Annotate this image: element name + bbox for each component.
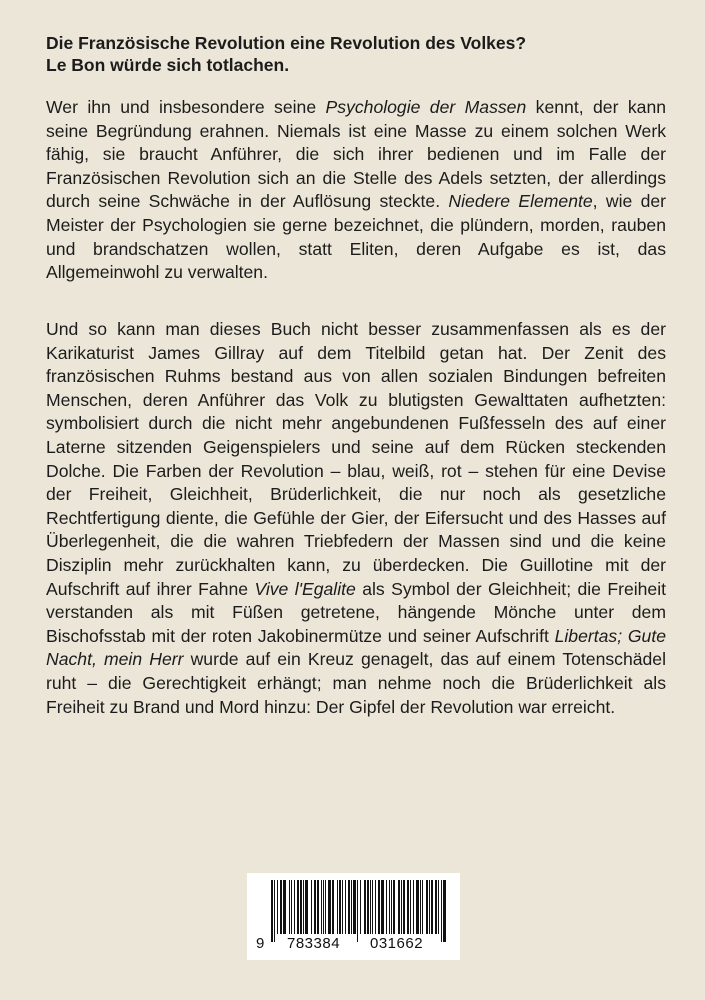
barcode-bar: [431, 880, 433, 934]
barcode-bar: [325, 880, 326, 934]
barcode-bars: [247, 873, 460, 960]
paragraph-2-text-e: wurde auf ein Kreuz genagelt, das auf einem Totenschädel ruht – die Gerechtigkeit erhängt; man nehme noch die Brüderlichkeit als Freiheit zu Brand und Mord hinzu: Der Gipfel der Revolution war erreicht.: [46, 649, 667, 717]
barcode-bar: [357, 880, 358, 942]
barcode-bar: [370, 880, 371, 934]
barcode-bar: [420, 880, 421, 934]
barcode-first-digit: 9: [256, 935, 265, 952]
barcode-bar: [416, 880, 419, 934]
barcode-bar: [367, 880, 369, 934]
barcode-bar: [386, 880, 387, 934]
heading-line-2: Le Bon würde sich totlachen.: [46, 55, 290, 75]
barcode-bar: [375, 880, 376, 934]
barcode-bar: [353, 880, 356, 934]
paragraph-1-text-a: Wer ihn und insbesondere seine: [46, 97, 326, 117]
barcode-bar: [283, 880, 286, 934]
barcode-bar: [401, 880, 402, 934]
barcode-bar: [422, 880, 423, 934]
barcode-bar: [389, 880, 390, 934]
isbn-barcode: [247, 873, 460, 960]
barcode-bar: [364, 880, 366, 934]
barcode-bar: [393, 880, 395, 934]
barcode-bar: [303, 880, 304, 934]
barcode-bar: [339, 880, 341, 934]
paragraph-2: [46, 318, 666, 719]
barcode-bar: [372, 880, 373, 934]
barcode-bar: [348, 880, 350, 934]
inscription-libertas: Libertas; Gute Nacht, mein Herr: [46, 625, 666, 670]
barcode-bar: [351, 880, 352, 934]
barcode-bar: [323, 880, 324, 934]
barcode-bar: [280, 880, 282, 934]
barcode-bar: [289, 880, 290, 934]
barcode-bar: [300, 880, 302, 934]
barcode-right-digits: 031662: [370, 935, 424, 952]
book-title-psychologie-der-massen: Psychologie der Massen: [325, 97, 527, 117]
inscription-vive-legalite: Vive l'Egalite: [254, 578, 356, 599]
barcode-bar: [360, 880, 361, 934]
term-niedere-elemente: Niedere Elemente: [448, 191, 593, 212]
heading-line-1: Die Französische Revolution eine Revolution des Volkes?: [46, 33, 527, 53]
paragraph-1-text-e: , wie der Meister der Psychologien sie gerne bezeichnet, die plündern, morden, rauben und brandschatzen wollen, statt Eliten, deren Aufgabe es ist, das Allgemeinwohl zu verwalten.: [46, 191, 666, 283]
paragraph-2-text-c: als Symbol der Gleichheit; die Freiheit verstanden als mit Füßen getretene, hängende Mönche unter dem Bischofsstab mit der roten Jakobinermütze und seiner Aufschrift: [46, 578, 667, 646]
barcode-bar: [294, 880, 295, 934]
barcode-bar: [305, 880, 308, 934]
barcode-bar: [403, 880, 405, 934]
barcode-bar: [435, 880, 437, 934]
barcode-bar: [426, 880, 428, 934]
barcode-left-digits: 783384: [287, 935, 341, 952]
barcode-bar: [410, 880, 411, 934]
barcode-bar: [271, 880, 273, 942]
paragraph-1: [46, 96, 666, 285]
barcode-bar: [441, 880, 442, 942]
barcode-bar: [297, 880, 299, 934]
barcode-bar: [291, 880, 292, 934]
barcode-bar: [345, 880, 346, 934]
barcode-bar: [332, 880, 334, 934]
barcode-bar: [311, 880, 312, 934]
barcode-bar: [378, 880, 380, 934]
barcode-bar: [342, 880, 343, 934]
barcode-bar: [438, 880, 439, 934]
paragraph-2-text-a: Und so kann man dieses Buch nicht besser zusammenfassen als es der Karikaturist James Gillray auf dem Titelbild getan hat. Der Zenit des französischen Ruhms bestand aus von allen sozialen Bindungen befreiten Menschen, deren Anführer das Volk zu blutigsten Gewalttaten aufhetzten: symbolisiert durch die nicht mehr angebundenen Fußfesseln des auf einer Laterne sitzenden Geigenspielers und seine auf dem Rücken steckenden Dolche. Die Farben der Revolution – blau, weiß, rot – stehen für eine Devise der Freiheit, Gleichheit, Brüderlichkeit, die nur noch als gesetzliche Rechtfertigung diente, die Gefühle der Gier, der Eifersucht und des Hasses auf Überlegenheit, die die wahren Triebfedern der Massen sind und die keine Disziplin mehr zurückhalten kann, zu überdecken. Die Guillotine mit der Aufschrift auf ihrer Fahne: [46, 319, 666, 599]
paragraph-1-text-c: kennt, der kann seine Begründung erahnen. Niemals ist eine Masse zu einem solchen Werk fähig, sie braucht Anführer, die sich ihrer bedienen und im Falle der Französischen Revolution sich an die Stelle des Adels setzten, der allerdings durch seine Schwäche in der Auflösung steckte.: [46, 97, 667, 212]
barcode-bar: [274, 880, 275, 942]
barcode-bar: [337, 880, 338, 934]
barcode-bar: [407, 880, 409, 934]
barcode-bar: [443, 880, 446, 942]
barcode-bar: [413, 880, 414, 934]
barcode-bar: [328, 880, 331, 934]
barcode-bar: [314, 880, 316, 934]
back-cover-heading: [46, 32, 666, 76]
barcode-bar: [317, 880, 319, 934]
barcode-bar: [277, 880, 278, 934]
barcode-bar: [391, 880, 392, 934]
barcode-bar: [321, 880, 322, 934]
barcode-bar: [429, 880, 430, 934]
barcode-bar: [398, 880, 400, 934]
barcode-bar: [381, 880, 384, 934]
